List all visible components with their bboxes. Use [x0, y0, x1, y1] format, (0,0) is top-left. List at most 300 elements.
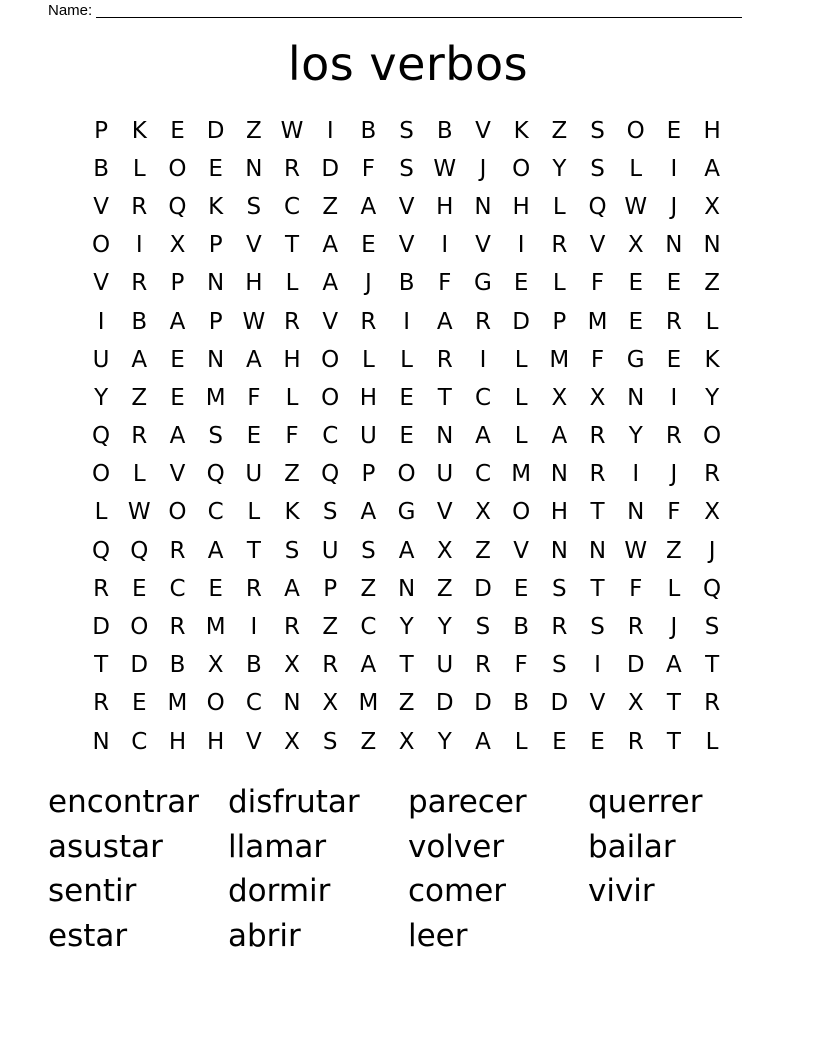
grid-letter: E [361, 232, 376, 259]
grid-letter: C [360, 614, 377, 641]
grid-letter: C [245, 690, 262, 717]
grid-letter: T [285, 232, 300, 259]
grid-letter: A [360, 193, 377, 220]
grid-letter: L [94, 499, 108, 526]
grid-letter: S [552, 575, 567, 602]
grid-letter: L [132, 461, 146, 488]
grid-letter: N [665, 232, 683, 259]
grid-letter: J [670, 193, 678, 220]
grid-letter: F [361, 155, 376, 182]
grid-letter: E [628, 308, 643, 335]
grid-letter: Y [437, 614, 452, 641]
grid-letter: O [168, 499, 187, 526]
grid-letter: G [626, 346, 645, 373]
grid-letter: S [704, 614, 720, 641]
grid-letter: V [169, 461, 186, 488]
grid-letter: T [437, 384, 452, 411]
grid-letter: N [588, 537, 607, 564]
grid-letter: D [550, 690, 569, 717]
grid-letter: I [594, 652, 601, 679]
grid-letter: F [667, 499, 681, 526]
grid-letter: E [399, 384, 414, 411]
grid-letter: Z [322, 193, 339, 220]
grid-letter: H [512, 193, 530, 220]
grid-letter: X [169, 232, 186, 259]
grid-letter: S [208, 423, 223, 450]
grid-letter: Q [168, 193, 187, 220]
grid-letter: R [551, 232, 568, 259]
grid-letter: A [551, 423, 568, 450]
grid-letter: A [436, 308, 453, 335]
grid-letter: Q [703, 575, 722, 602]
grid-letter: V [398, 232, 415, 259]
word-list-item: asustar [48, 828, 163, 865]
grid-letter: A [475, 423, 491, 450]
grid-letter: N [550, 461, 568, 488]
grid-letter: O [321, 346, 340, 373]
grid-letter: P [361, 461, 376, 488]
grid-letter: V [245, 728, 262, 755]
grid-letter: W [127, 499, 151, 526]
grid-letter: G [474, 270, 492, 297]
grid-letter: P [208, 308, 223, 335]
grid-letter: S [284, 537, 300, 564]
grid-letter: R [93, 690, 110, 717]
grid-letter: T [590, 575, 605, 602]
word-list [48, 780, 768, 958]
grid-letter: N [283, 690, 301, 717]
grid-letter: N [550, 537, 568, 564]
grid-letter: R [284, 155, 301, 182]
grid-letter: A [360, 652, 377, 679]
grid-letter: O [397, 461, 416, 488]
grid-letter: A [360, 499, 377, 526]
grid-letter: U [359, 423, 377, 450]
grid-letter: I [97, 308, 105, 335]
grid-letter: Z [131, 384, 148, 411]
grid-letter: U [92, 346, 110, 373]
grid-letter: Z [436, 575, 453, 602]
grid-letter: R [131, 270, 148, 297]
grid-letter: E [666, 117, 682, 144]
grid-letter: X [704, 499, 720, 526]
grid-letter: T [666, 728, 681, 755]
grid-letter: F [247, 384, 261, 411]
grid-letter: R [589, 423, 606, 450]
grid-letter: O [206, 690, 225, 717]
word-search-grid [82, 112, 732, 761]
grid-letter: Q [206, 461, 225, 488]
grid-letter: P [323, 575, 338, 602]
grid-letter: O [92, 461, 111, 488]
grid-letter: O [512, 499, 531, 526]
grid-letter: R [665, 423, 682, 450]
grid-letter: Z [551, 117, 568, 144]
grid-letter: L [629, 155, 643, 182]
grid-letter: X [322, 690, 339, 717]
grid-letter: K [208, 193, 224, 220]
grid-letter: C [284, 193, 301, 220]
grid-letter: R [474, 308, 491, 335]
grid-letter: K [131, 117, 147, 144]
grid-letter: N [207, 270, 225, 297]
grid-letter: X [551, 384, 568, 411]
grid-letter: D [512, 308, 531, 335]
grid-letter: I [517, 232, 525, 259]
grid-letter: Z [245, 117, 262, 144]
grid-letter: C [322, 423, 339, 450]
grid-letter: M [205, 614, 226, 641]
grid-letter: F [590, 270, 605, 297]
name-label: Name: [48, 2, 93, 19]
grid-letter: X [627, 690, 644, 717]
grid-letter: X [475, 499, 491, 526]
grid-letter: E [132, 575, 147, 602]
grid-letter: D [92, 614, 110, 641]
grid-letter: D [130, 652, 149, 679]
name-field [48, 0, 742, 18]
grid-letter: H [245, 270, 263, 297]
grid-letter: L [705, 308, 719, 335]
grid-letter: C [207, 499, 224, 526]
grid-letter: Y [399, 614, 414, 641]
grid-letter: A [169, 423, 186, 450]
word-list-item: disfrutar [228, 784, 360, 820]
grid-letter: F [514, 652, 528, 679]
grid-letter: R [665, 308, 682, 335]
grid-letter: B [169, 652, 186, 679]
grid-letter: M [358, 690, 379, 717]
grid-letter: O [130, 614, 149, 641]
word-list-item: comer [408, 873, 507, 909]
grid-letter: R [704, 461, 721, 488]
grid-letter: E [246, 423, 262, 450]
grid-letter: V [398, 193, 415, 220]
grid-letter: Q [92, 423, 111, 450]
grid-letter: I [670, 155, 678, 182]
grid-letter: J [479, 155, 487, 182]
grid-letter: L [514, 384, 528, 411]
grid-letter: C [131, 728, 148, 755]
grid-letter: L [667, 575, 681, 602]
grid-letter: D [474, 690, 492, 717]
grid-letter: R [322, 652, 339, 679]
grid-letter: R [284, 308, 301, 335]
grid-letter: M [511, 461, 532, 488]
grid-letter: A [475, 728, 491, 755]
grid-letter: B [398, 270, 415, 297]
grid-letter: S [475, 614, 491, 641]
grid-letter: S [399, 117, 414, 144]
grid-letter: O [703, 423, 722, 450]
grid-letter: D [206, 117, 225, 144]
grid-letter: G [397, 499, 416, 526]
grid-letter: T [590, 499, 605, 526]
grid-letter: Z [322, 614, 339, 641]
grid-letter: P [552, 308, 567, 335]
grid-letter: M [205, 384, 226, 411]
grid-letter: W [280, 117, 304, 144]
grid-letter: V [589, 232, 606, 259]
grid-letter: I [632, 461, 640, 488]
grid-letter: H [168, 728, 187, 755]
grid-letter: S [361, 537, 376, 564]
grid-letter: L [514, 728, 528, 755]
grid-letter: S [590, 614, 605, 641]
grid-letter: S [322, 499, 338, 526]
grid-letter: U [436, 652, 454, 679]
grid-letter: E [170, 117, 185, 144]
grid-letter: E [170, 384, 185, 411]
grid-letter: U [321, 537, 339, 564]
grid-letter: Z [360, 575, 377, 602]
grid-letter: S [552, 652, 567, 679]
grid-letter: B [436, 117, 453, 144]
grid-letter: D [626, 652, 645, 679]
grid-letter: X [704, 193, 720, 220]
grid-letter: X [589, 384, 606, 411]
grid-letter: I [326, 117, 334, 144]
grid-letter: F [285, 423, 299, 450]
word-list-item: querrer [588, 784, 703, 820]
grid-letter: N [703, 232, 721, 259]
grid-letter: Y [552, 155, 567, 182]
grid-letter: E [399, 423, 414, 450]
grid-letter: B [131, 308, 148, 335]
word-list-item: llamar [228, 828, 327, 865]
grid-letter: V [475, 117, 491, 144]
grid-letter: I [403, 308, 410, 335]
word-list-item: abrir [228, 917, 301, 954]
word-list-item: leer [408, 917, 468, 954]
grid-letter: W [624, 537, 648, 564]
grid-letter: O [92, 232, 111, 259]
grid-letter: L [285, 384, 299, 411]
grid-letter: L [400, 346, 413, 373]
grid-letter: K [513, 117, 529, 144]
grid-letter: R [93, 575, 110, 602]
grid-letter: X [627, 232, 644, 259]
grid-letter: T [94, 652, 109, 679]
grid-letter: Q [588, 193, 607, 220]
grid-letter: B [360, 117, 377, 144]
grid-letter: V [93, 270, 109, 297]
grid-letter: V [475, 232, 491, 259]
grid-letter: U [245, 461, 263, 488]
grid-letter: T [666, 690, 681, 717]
grid-letter: K [284, 499, 300, 526]
grid-letter: E [513, 575, 529, 602]
grid-letter: V [245, 232, 262, 259]
grid-letter: B [245, 652, 262, 679]
grid-letter: Q [130, 537, 149, 564]
grid-letter: N [397, 575, 416, 602]
grid-letter: J [365, 270, 372, 297]
grid-letter: H [703, 117, 721, 144]
grid-letter: R [589, 461, 606, 488]
grid-letter: H [359, 384, 378, 411]
grid-letter: N [474, 193, 492, 220]
grid-letter: V [322, 308, 339, 335]
grid-letter: E [552, 728, 567, 755]
grid-letter: A [169, 308, 186, 335]
grid-letter: S [590, 117, 605, 144]
grid-letter: R [131, 193, 148, 220]
grid-letter: X [436, 537, 453, 564]
grid-letter: R [360, 308, 377, 335]
page-title: los verbos [287, 37, 529, 91]
grid-letter: N [92, 728, 110, 755]
grid-letter: S [246, 193, 262, 220]
grid-letter: Z [475, 537, 491, 564]
grid-letter: A [131, 346, 148, 373]
grid-letter: B [513, 614, 530, 641]
grid-letter: P [94, 117, 109, 144]
grid-letter: Z [284, 461, 300, 488]
grid-letter: S [399, 155, 414, 182]
grid-letter: E [590, 728, 605, 755]
grid-letter: X [398, 728, 415, 755]
grid-letter: B [513, 690, 530, 717]
word-list-item: bailar [588, 828, 676, 865]
grid-letter: X [284, 728, 300, 755]
grid-letter: N [627, 384, 645, 411]
grid-letter: J [670, 614, 678, 641]
grid-letter: K [704, 346, 720, 373]
grid-letter: H [550, 499, 568, 526]
grid-letter: O [626, 117, 645, 144]
grid-letter: R [169, 537, 186, 564]
grid-letter: C [474, 461, 491, 488]
grid-letter: L [132, 155, 146, 182]
grid-letter: Y [705, 384, 720, 411]
grid-letter: H [283, 346, 301, 373]
grid-letter: L [514, 423, 528, 450]
grid-letter: R [245, 575, 262, 602]
grid-letter: L [285, 270, 299, 297]
grid-letter: D [321, 155, 340, 182]
grid-letter: I [479, 346, 487, 373]
grid-letter: R [627, 614, 644, 641]
grid-letter: C [169, 575, 186, 602]
grid-letter: J [670, 461, 678, 488]
word-list-item: vivir [588, 873, 655, 909]
grid-letter: T [705, 652, 720, 679]
grid-letter: L [705, 728, 719, 755]
grid-letter: H [436, 193, 454, 220]
name-underline [96, 2, 742, 18]
grid-letter: Q [92, 537, 111, 564]
grid-letter: V [589, 690, 606, 717]
grid-letter: I [670, 384, 678, 411]
word-list-item: estar [48, 917, 128, 954]
grid-letter: A [322, 232, 339, 259]
grid-letter: P [170, 270, 185, 297]
grid-letter: L [552, 270, 566, 297]
grid-letter: R [627, 728, 644, 755]
word-list-item: volver [408, 828, 505, 865]
grid-letter: E [513, 270, 529, 297]
grid-letter: T [246, 537, 261, 564]
grid-letter: J [708, 537, 716, 564]
grid-letter: O [321, 384, 340, 411]
grid-letter: E [170, 346, 185, 373]
grid-letter: D [474, 575, 492, 602]
grid-letter: M [549, 346, 570, 373]
grid-letter: F [590, 346, 605, 373]
word-list-item: parecer [408, 784, 527, 820]
word-list-item: sentir [48, 873, 137, 909]
grid-letter: F [629, 575, 643, 602]
grid-letter: M [167, 690, 188, 717]
grid-letter: V [93, 193, 109, 220]
grid-letter: A [666, 652, 682, 679]
grid-letter: Z [398, 690, 415, 717]
grid-letter: E [132, 690, 147, 717]
grid-letter: A [207, 537, 224, 564]
grid-letter: Z [704, 270, 720, 297]
grid-letter: R [436, 346, 453, 373]
grid-letter: N [245, 155, 263, 182]
grid-letter: L [514, 346, 528, 373]
grid-letter: S [322, 728, 338, 755]
grid-letter: R [169, 614, 186, 641]
grid-letter: W [433, 155, 457, 182]
grid-letter: E [208, 575, 223, 602]
grid-letter: P [208, 232, 223, 259]
grid-letter: R [474, 652, 491, 679]
grid-letter: L [361, 346, 375, 373]
grid-letter: B [93, 155, 109, 182]
grid-letter: V [513, 537, 530, 564]
grid-letter: I [441, 232, 449, 259]
grid-letter: W [242, 308, 266, 335]
grid-letter: A [704, 155, 720, 182]
grid-letter: N [436, 423, 454, 450]
grid-letter: O [512, 155, 531, 182]
grid-letter: E [666, 270, 682, 297]
grid-letter: R [131, 423, 148, 450]
grid-letter: Z [666, 537, 682, 564]
grid-letter: Q [321, 461, 340, 488]
grid-letter: X [207, 652, 224, 679]
grid-letter: D [435, 690, 454, 717]
grid-letter: R [551, 614, 568, 641]
grid-letter: A [245, 346, 262, 373]
grid-letter: L [552, 193, 566, 220]
grid-letter: I [250, 614, 258, 641]
grid-letter: A [322, 270, 339, 297]
grid-letter: X [284, 652, 300, 679]
grid-letter: W [624, 193, 648, 220]
grid-letter: A [284, 575, 300, 602]
grid-letter: E [666, 346, 682, 373]
grid-letter: R [704, 690, 721, 717]
grid-letter: I [135, 232, 143, 259]
grid-letter: H [207, 728, 225, 755]
word-list-item: dormir [228, 873, 331, 909]
word-list-item: encontrar [48, 784, 200, 820]
grid-letter: L [247, 499, 261, 526]
grid-letter: Y [94, 384, 109, 411]
grid-letter: E [208, 155, 223, 182]
grid-letter: F [438, 270, 452, 297]
grid-letter: R [284, 614, 301, 641]
grid-letter: Y [437, 728, 452, 755]
grid-letter: S [590, 155, 605, 182]
grid-letter: T [399, 652, 414, 679]
grid-letter: Y [628, 423, 643, 450]
